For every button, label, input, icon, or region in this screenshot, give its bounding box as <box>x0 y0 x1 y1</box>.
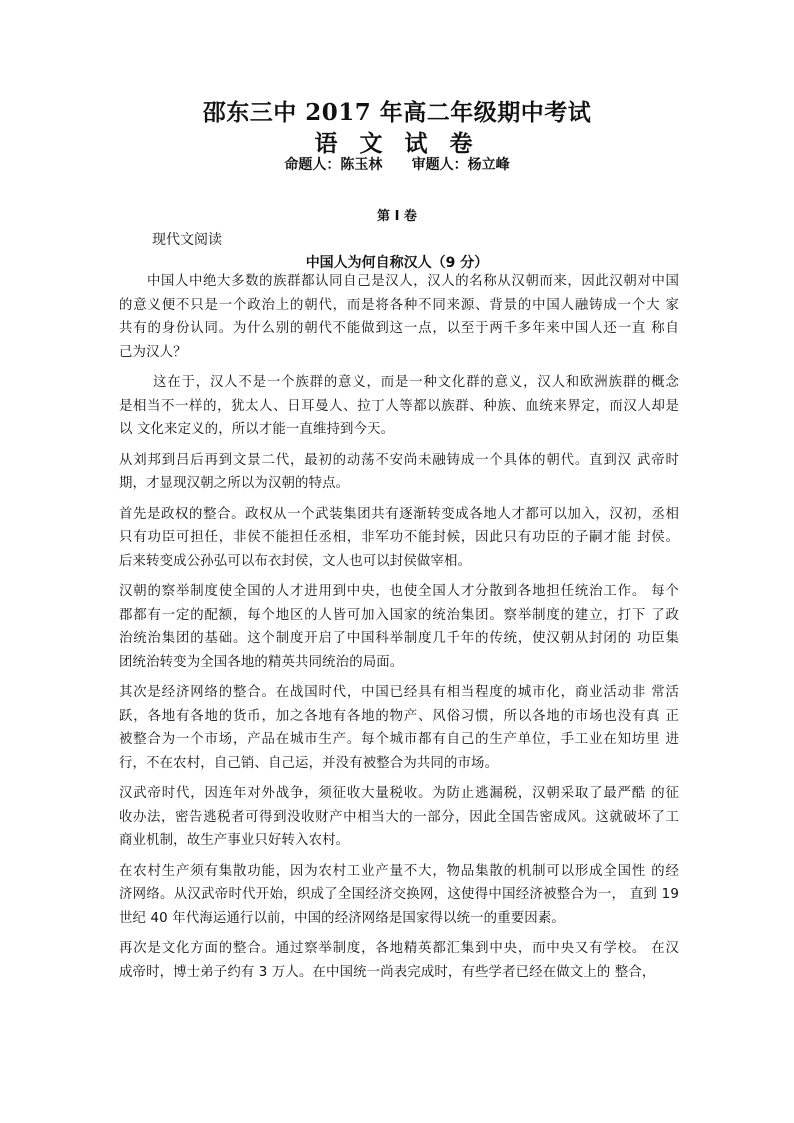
paragraph-line: 治统治集团的基础。这个制度开启了中国科举制度几千年的传统，使汉朝从封闭的 功臣集 <box>119 631 679 646</box>
paragraph-line: 再次是文化方面的整合。通过察举制度，各地精英都汇集到中央，而中央又有学校。 在汉 <box>119 941 679 956</box>
article-title: 中国人为何自称汉人（9 分） <box>305 255 489 271</box>
paragraph-line: 其次是经济网络的整合。在战国时代，中国已经具有相当程度的城市化，商业活动非 常活 <box>119 685 679 700</box>
paragraph-line: 收办法，密告逃税者可得到没收财产中相当大的一部分，因此全国告密成风。这就破坏了工 <box>119 809 679 825</box>
exam-authors: 命题人：陈玉林 审题人：杨立峰 <box>284 157 510 173</box>
exam-title: 邵东三中 2017 年高二年级期中考试 <box>202 99 592 126</box>
paragraph-line: 在农村生产须有集散功能，因为农村工业产量不大，物品集散的机制可以形成全国性 的经 <box>119 863 679 879</box>
paragraph-gap <box>119 930 679 937</box>
section-label: 现代文阅读 <box>152 232 222 248</box>
volume-label: 第 I 卷 <box>377 209 417 224</box>
paragraph-line: 世纪 40 年代海运通行以前，中国的经济网络是国家得以统一的重要因素。 <box>119 910 565 926</box>
paragraph-line: 行，不在农村，自己销、自己运，并没有被整合为共同的市场。 <box>119 755 499 771</box>
paragraph-line: 从刘邦到吕后再到文景二代，最初的动荡不安尚未融铸成一个具体的朝代。直到汉 武帝时 <box>119 452 679 468</box>
paragraph-line: 己为汉人？ <box>119 344 187 360</box>
paragraph-gap <box>119 364 679 371</box>
paragraph-line: 汉朝的察举制度使全国的人才进用到中央，也使全国人才分散到各地担任统治工作。 每个 <box>119 584 679 599</box>
paragraph-line: 团统治转变为全国各地的精英共同统治的局面。 <box>119 654 404 670</box>
paragraph <box>119 371 679 442</box>
paragraph-line: 是相当不一样的，犹太人、日耳曼人、拉丁人等都以族群、种族、血统来界定，而汉人却是 <box>119 398 679 414</box>
paragraph-line: 成帝时，博士弟子约有 3 万人。在中国统一尚表完成时，有些学者已经在做文上的 整合， <box>119 964 656 980</box>
paragraph-line: 汉武帝时代，因连年对外战争，须征收大量税收。为防止逃漏税，汉朝采取了最严酷 的征 <box>119 786 679 801</box>
paragraph <box>119 782 679 853</box>
paragraph-line: 济网络。从汉武帝时代开始，织成了全国经济交换网，这使得中国经济被整合为一， 直到 19 <box>119 887 679 902</box>
paragraph-line: 郡都有一定的配额，每个地区的人皆可加入国家的统治集团。察举制度的建立，打下 了政 <box>119 607 679 623</box>
paragraph <box>119 681 679 775</box>
paragraph-line: 的意义便不只是一个政治上的朝代，而是将各种不同来源、背景的中国人融铸成一个大 家 <box>119 297 679 313</box>
paragraph <box>119 449 679 496</box>
paragraph <box>119 580 679 674</box>
paragraph-gap <box>119 573 679 580</box>
paragraph <box>119 270 679 364</box>
exam-subject-title: 语 文 试 卷 <box>314 130 480 157</box>
paragraph-line: 期，才显现汉朝之所以为汉朝的特点。 <box>119 476 350 491</box>
paragraph-gap <box>119 496 679 503</box>
paragraph-line: 被整合为一个市场，产品在城市生产。每个城市都有自己的生产单位，手工业在知坊里 进 <box>119 732 679 747</box>
paragraph-line: 这在于，汉人不是一个族群的意义，而是一种文化群的意义，汉人和欧洲族群的概念 <box>153 375 679 390</box>
paragraph-gap <box>119 775 679 782</box>
paragraph <box>119 937 679 984</box>
paragraph <box>119 503 679 574</box>
paragraph-line: 共有的身份认同。为什么别的朝代不能做到这一点，以至于两千多年来中国人还一直 称自 <box>119 321 679 336</box>
paragraph-line: 商业机制，故生产事业只好转入农村。 <box>119 833 350 848</box>
paragraph-line: 首先是政权的整合。政权从一个武装集团共有逐渐转变成各地人才都可以加入，汉初，丞相 <box>119 506 679 522</box>
paragraph-line: 后来转变成公孙弘可以布衣封侯，文人也可以封侯做宰相。 <box>119 553 472 569</box>
paragraph-line: 只有功臣可担任，非侯不能担任丞相，非军功不能封候，因此只有功臣的子嗣才能 封侯。 <box>119 530 679 545</box>
paragraph-gap <box>119 674 679 681</box>
paragraph <box>119 860 679 931</box>
paragraph-line: 中国人中绝大多数的族群都认同自己是汉人，汉人的名称从汉朝而来，因此汉朝对中国 <box>147 274 679 289</box>
article-body <box>119 270 679 984</box>
paragraph-gap <box>119 442 679 449</box>
paragraph-gap <box>119 853 679 860</box>
paragraph-line: 以 文化来定义的，所以才能一直维持到今天。 <box>119 422 395 437</box>
paragraph-line: 跃，各地有各地的货币，加之各地有各地的物产、风俗习惯，所以各地的市场也没有真 正 <box>119 708 679 724</box>
